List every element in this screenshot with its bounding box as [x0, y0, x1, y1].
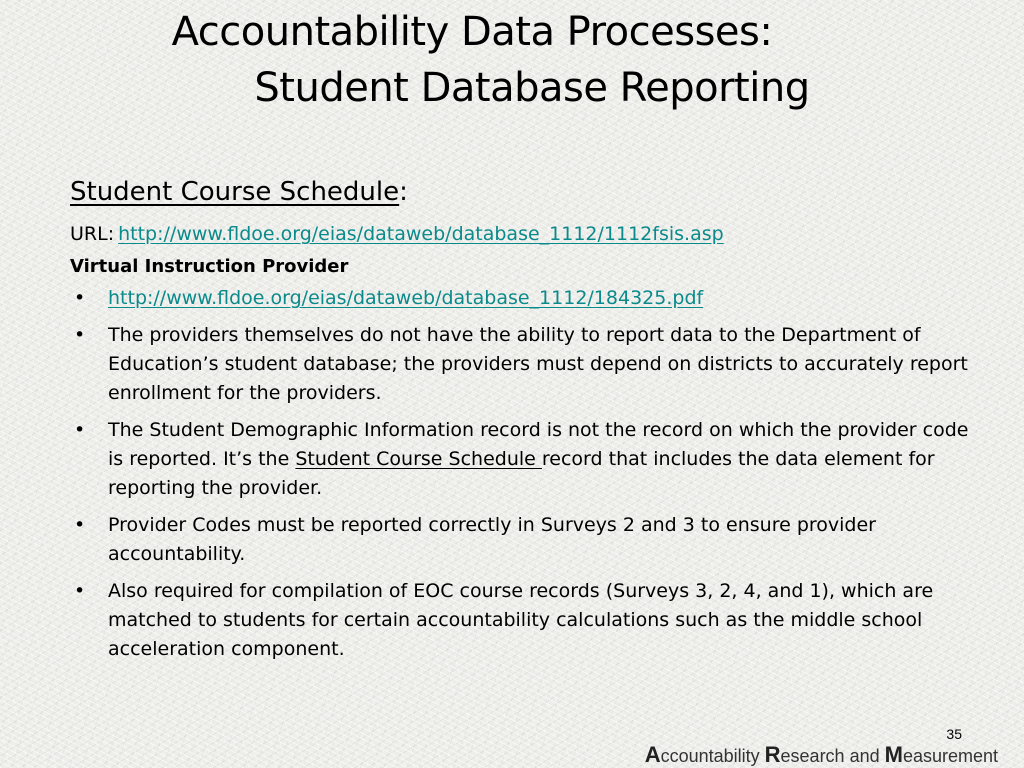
bullet-text-before: The Student Demographic Information record is not the record on which the provider code is reported. It’s the	[108, 419, 969, 470]
virtual-instruction-provider-heading: Virtual Instruction Provider	[70, 256, 349, 277]
bullet-icon: •	[74, 324, 86, 346]
bullet-text: Also required for compilation of EOC course records (Surveys 3, 2, 4, and 1), which are matched to students for certain accountability calculations such as the middle school acceleration component.	[108, 580, 934, 660]
bullet-text: Provider Codes must be reported correctly in Surveys 2 and 3 to ensure provider accountability.	[108, 514, 876, 565]
url-line	[70, 218, 980, 250]
bullet-text-after: record that includes the data element for reporting the provider.	[108, 448, 935, 499]
brand-text-r: esearch and	[780, 746, 885, 766]
list-item	[70, 321, 980, 408]
slide-title-line1: Accountability Data Processes:	[171, 9, 773, 55]
fsis-url-link[interactable]: http://www.fldoe.org/eias/dataweb/database_1112/1112fsis.asp	[118, 223, 724, 245]
list-item	[70, 416, 980, 503]
brand-letter-a: A	[644, 742, 661, 767]
pdf-link[interactable]: http://www.fldoe.org/eias/dataweb/database_1112/184325.pdf	[108, 287, 704, 309]
list-item	[70, 511, 980, 569]
brand-letter-m: M	[884, 742, 903, 767]
bullet-icon: •	[74, 514, 86, 536]
brand-text-m: easurement	[902, 746, 998, 766]
section-heading-colon: :	[399, 177, 408, 207]
slide-title-line2: Student Database Reporting	[254, 65, 810, 111]
section-heading-text: Student Course Schedule	[70, 177, 400, 207]
slide-title	[0, 4, 1024, 116]
url-label: URL:	[70, 223, 115, 245]
slide-content	[70, 172, 980, 672]
bullet-text: The providers themselves do not have the ability to report data to the Department of Education’s student database; the providers must depend on districts to accurately report enrollment for the providers.	[108, 324, 968, 404]
brand-text-a: ccountability	[660, 746, 765, 766]
brand-letter-r: R	[764, 742, 781, 767]
footer-brand	[645, 742, 998, 768]
list-item	[70, 577, 980, 664]
bullet-icon: •	[74, 419, 86, 441]
bullet-list	[70, 284, 980, 664]
bullet-icon: •	[74, 580, 86, 602]
bullet-icon: •	[74, 287, 86, 309]
student-course-schedule-link[interactable]: Student Course Schedule	[295, 448, 542, 470]
page-number: 35	[946, 726, 962, 742]
section-heading	[70, 172, 980, 212]
list-item	[70, 284, 980, 313]
